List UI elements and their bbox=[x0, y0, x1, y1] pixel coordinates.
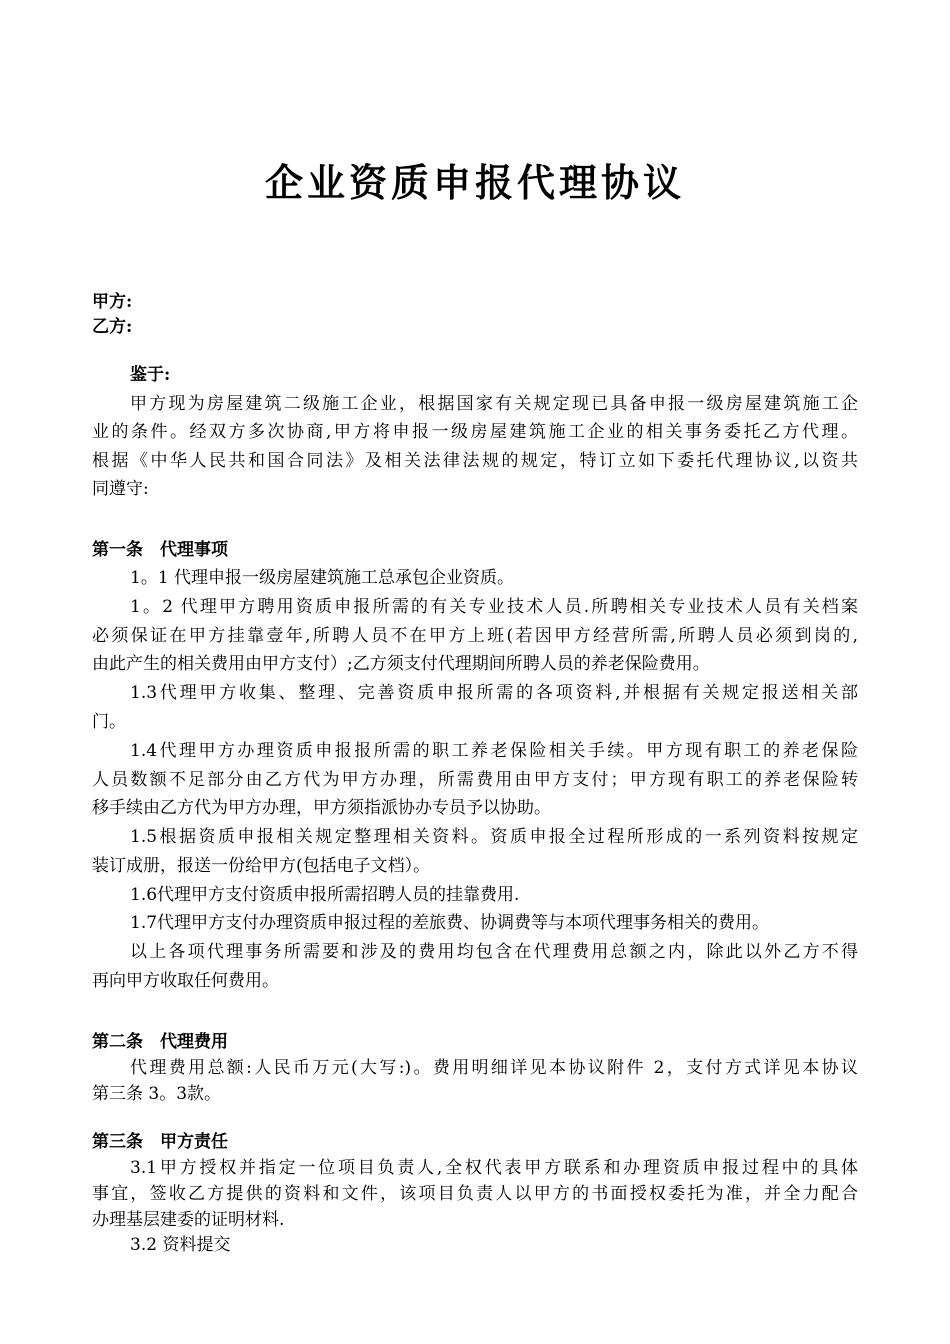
article3-line: 3.1甲方授权并指定一位项目负责人,全权代表甲方联系和办理资质申报过程中的具体 bbox=[130, 1158, 858, 1178]
article2-line: 代理费用总额:人民币万元(大写:)。费用明细详见本协议附件 2，支付方式详见本协议 bbox=[130, 1058, 858, 1078]
whereas-heading: 鉴于: bbox=[130, 365, 171, 385]
article2-line: 第三条 3。3款。 bbox=[92, 1084, 222, 1104]
article1-line: 装订成册，报送一份给甲方(包括电子文档）。 bbox=[92, 856, 431, 876]
article1-line: 1.6代理甲方支付资质申报所需招聘人员的挂靠费用. bbox=[130, 885, 520, 905]
party-b-label: 乙方: bbox=[92, 317, 133, 337]
whereas-line: 业的条件。经双方多次协商,甲方将申报一级房屋建筑施工企业的相关事务委托乙方代理。 bbox=[92, 422, 858, 442]
whereas-line: 同遵守: bbox=[92, 479, 149, 499]
article1-line: 由此产生的相关费用由甲方支付）;乙方须支付代理期间所聘人员的养老保险费用。 bbox=[92, 654, 710, 674]
article1-line: 以上各项代理事务所需要和涉及的费用均包含在代理费用总额之内，除此以外乙方不得 bbox=[130, 942, 858, 962]
article1-line: 门。 bbox=[92, 712, 126, 732]
article3-line: 办理基层建委的证明材料. bbox=[92, 1210, 285, 1230]
whereas-line: 甲方现为房屋建筑二级施工企业，根据国家有关规定现已具备申报一级房屋建筑施工企 bbox=[130, 394, 858, 414]
document-title: 企业资质申报代理协议 bbox=[264, 160, 685, 205]
article1-line: 1.4代理甲方办理资质申报报所需的职工养老保险相关手续。甲方现有职工的养老保险 bbox=[130, 741, 858, 761]
article1-line: 人员数额不足部分由乙方代为甲方办理，所需费用由甲方支付；甲方现有职工的养老保险转 bbox=[92, 770, 858, 790]
party-a-label: 甲方: bbox=[92, 292, 133, 312]
article2-heading: 第二条 代理费用 bbox=[92, 1032, 228, 1052]
article1-heading: 第一条 代理事项 bbox=[92, 540, 228, 560]
article1-line: 1.7代理甲方支付办理资质申报过程的差旅费、协调费等与本项代理事务相关的费用。 bbox=[130, 913, 770, 933]
article3-line: 事宜，签收乙方提供的资料和文件，该项目负责人以甲方的书面授权委托为准，并全力配合 bbox=[92, 1184, 858, 1204]
article1-line: 1.5根据资质申报相关规定整理相关资料。资质申报全过程所形成的一系列资料按规定 bbox=[130, 827, 858, 847]
article1-line: 1。1 代理申报一级房屋建筑施工总承包企业资质。 bbox=[130, 568, 515, 588]
article3-heading: 第三条 甲方责任 bbox=[92, 1132, 228, 1152]
whereas-line: 根据《中华人民共和国合同法》及相关法律法规的规定，特订立如下委托代理协议,以资共 bbox=[92, 451, 858, 471]
article1-line: 1。2 代理甲方聘用资质申报所需的有关专业技术人员.所聘相关专业技术人员有关档案 bbox=[130, 597, 858, 617]
article1-line: 再向甲方收取任何费用。 bbox=[92, 971, 279, 991]
article1-line: 移手续由乙方代为甲方办理，甲方须指派协办专员予以协助。 bbox=[92, 798, 551, 818]
article1-line: 1.3代理甲方收集、整理、完善资质申报所需的各项资料,并根据有关规定报送相关部 bbox=[130, 683, 858, 703]
article1-line: 必须保证在甲方挂靠壹年,所聘人员不在甲方上班(若因甲方经营所需,所聘人员必须到岗的, bbox=[92, 626, 858, 646]
article3-line: 3.2 资料提交 bbox=[130, 1235, 231, 1255]
